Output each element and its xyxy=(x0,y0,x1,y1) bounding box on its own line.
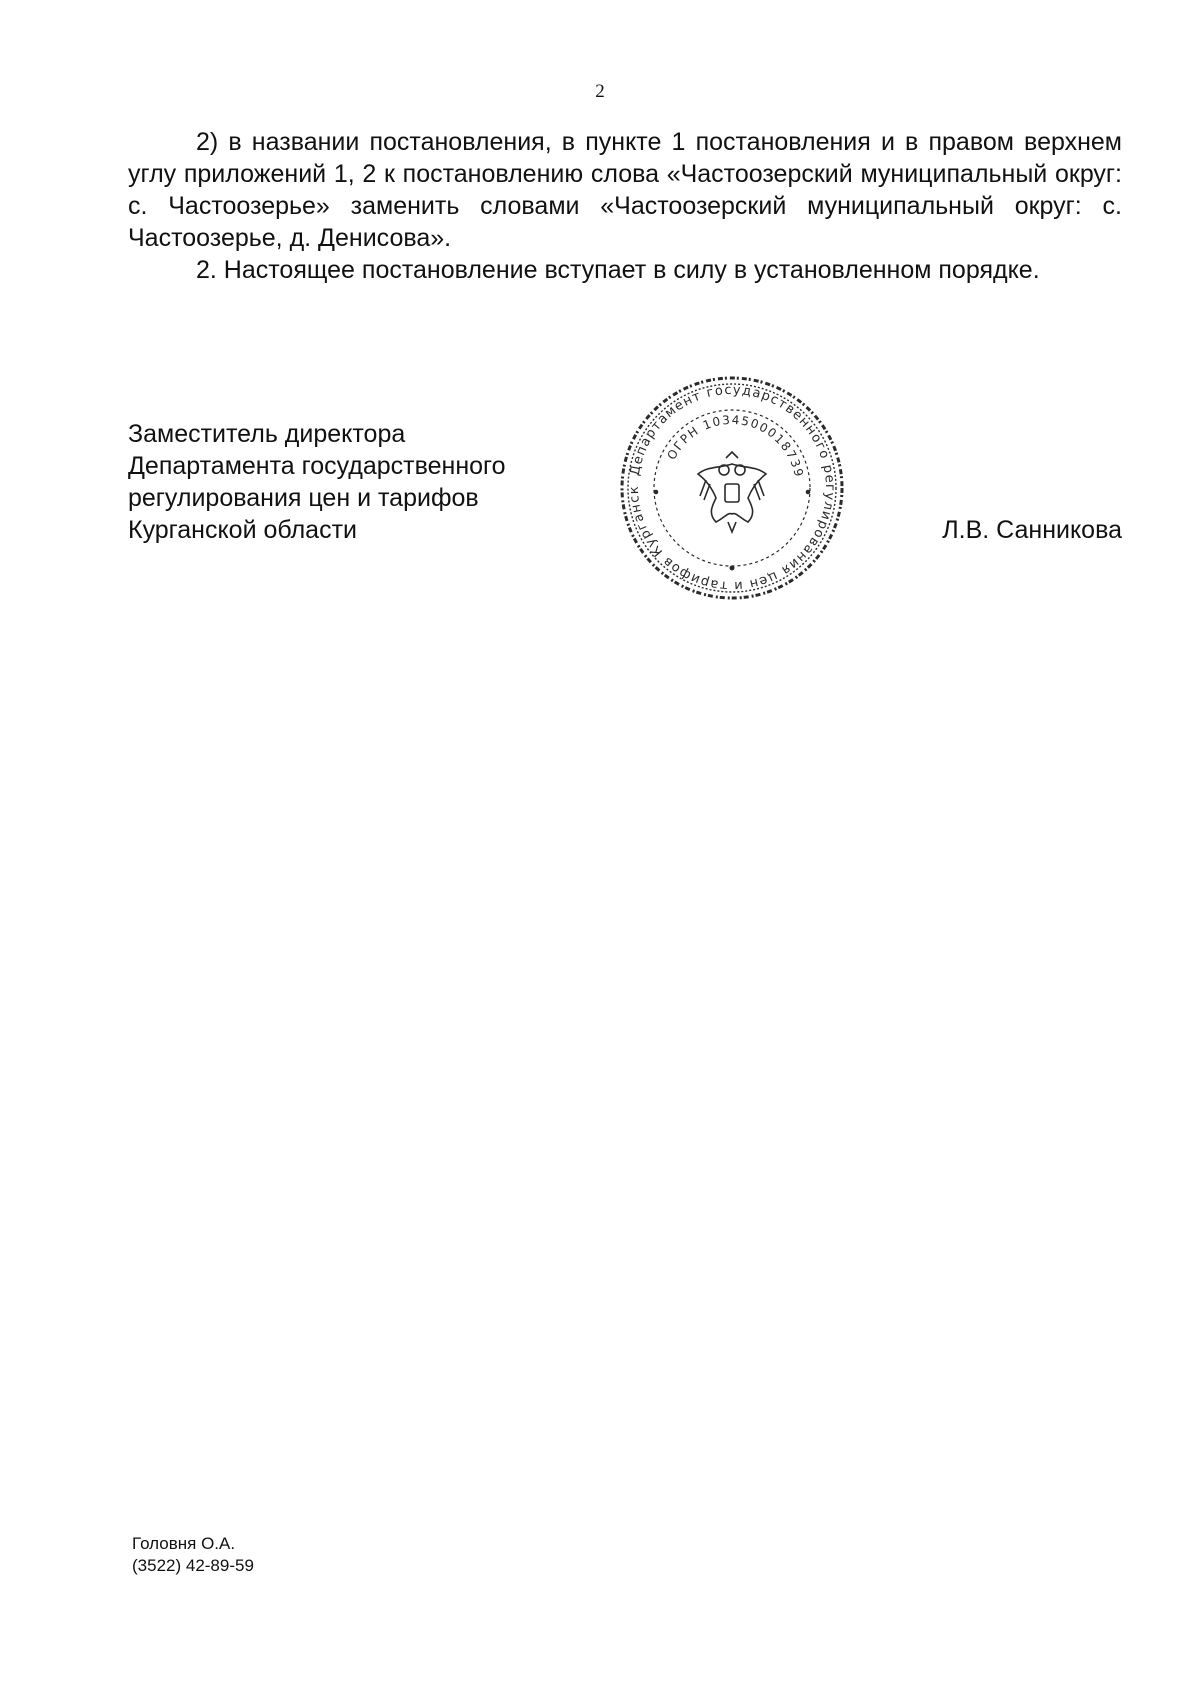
seal-graphic xyxy=(616,372,848,604)
position-line: Заместитель директора xyxy=(128,420,406,448)
seal-outer-text: Департамент государственного регулирования цен и тарифов Курганск xyxy=(626,382,838,594)
page-number: 2 xyxy=(595,81,605,102)
coat-of-arms-icon xyxy=(698,452,766,532)
executor-phone: (3522) 42-89-59 xyxy=(132,1556,254,1575)
seal-inner-text: ОГРН 1034500018739 xyxy=(664,412,807,480)
position-line: Департамента государственного xyxy=(128,452,506,480)
official-seal xyxy=(616,372,848,604)
paragraph-effective-date: 2. Настоящее постановление вступает в силу в установленном порядке. xyxy=(196,256,1040,284)
signatory-position xyxy=(128,418,588,546)
signatory-name: Л.В. Санникова xyxy=(942,516,1122,544)
executor-name: Головня О.А. xyxy=(132,1534,236,1553)
position-line: регулирования цен и тарифов xyxy=(128,484,479,512)
position-line: Курганской области xyxy=(128,516,358,544)
executor-info xyxy=(132,1533,254,1577)
paragraph-amendment: 2) в названии постановления, в пункте 1 постановления и в правом верхнем углу приложений 1, 2 к постановлению слова «Частоозерский муниципальный округ: с. Частоозерье» заменить словами «Частоозерский муниципальный округ: с. Частоозерье, д. Денисова». xyxy=(128,128,1122,252)
document-body xyxy=(128,126,1122,286)
